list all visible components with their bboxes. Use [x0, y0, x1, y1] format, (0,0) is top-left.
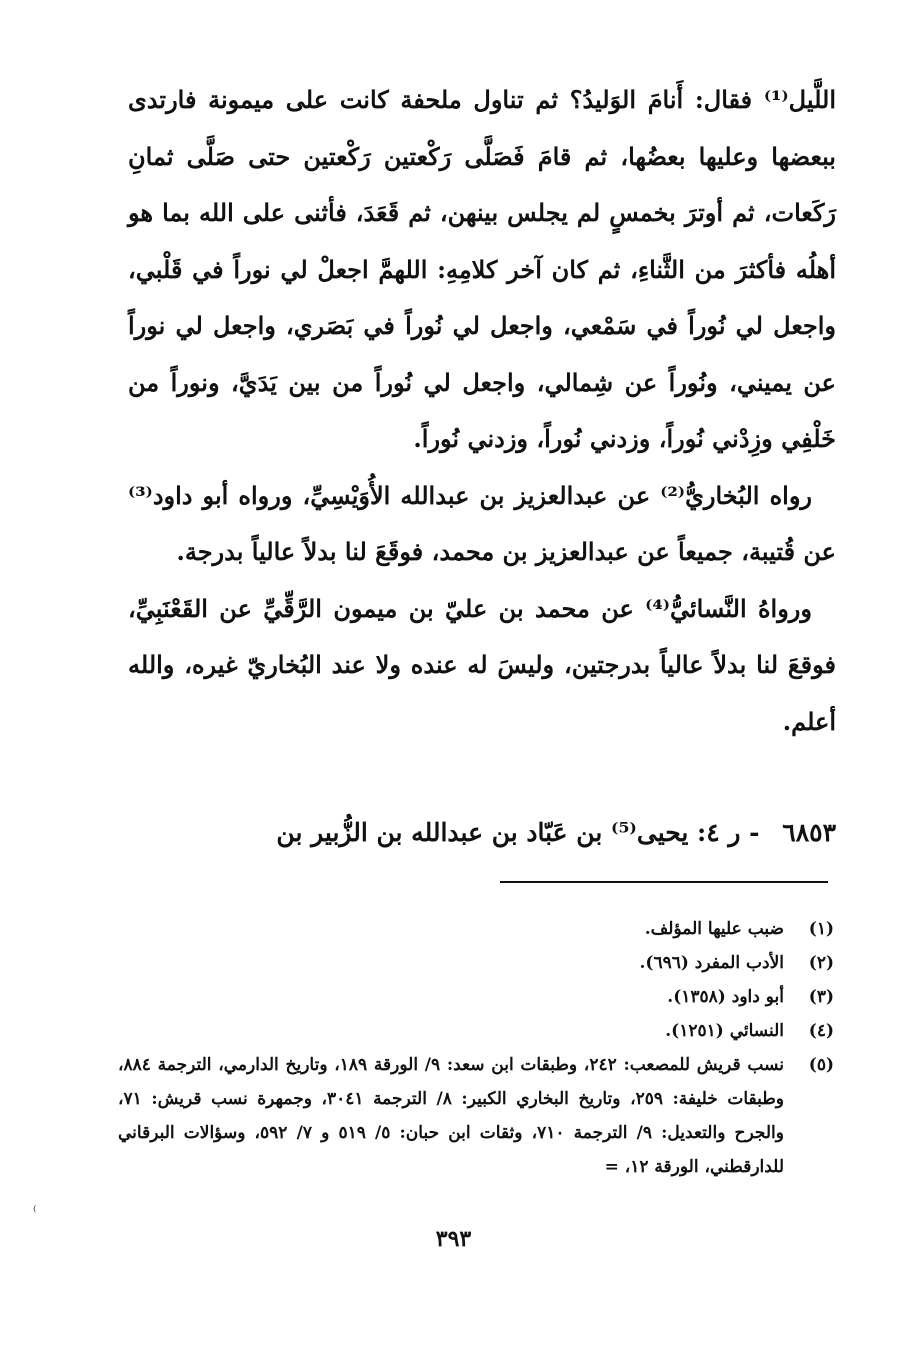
footnotes [118, 912, 834, 1184]
page-number: ٣٩٣ [435, 1226, 472, 1252]
paragraph-2: رواه البُخاريُّ⁽²⁾ عن عبدالعزيز بن عبدالله الأُوَيْسِيِّ، ورواه أبو داود⁽³⁾ عن قُتيبة، جميعاً عن عبدالعزيز بن محمد، فوقَعَ لنا بدلاً عالياً بدرجة. [128, 480, 836, 566]
footnote-divider [500, 881, 828, 883]
footnote-text: أبو داود (١٣٥٨). [667, 987, 784, 1007]
footnote-number: (٥) [808, 1055, 834, 1075]
paragraph-3: ورواهُ النَّسائيُّ⁽⁴⁾ عن محمد بن عليّ بن ميمون الرَّقِّيِّ عن القَعْنَبِيِّ، فوقعَ لنا بدلاً عالياً بدرجتين، وليسَ له عنده ولا عند البُخاريّ غيره، والله أعلم. [128, 593, 836, 736]
footnote-number: (٣) [808, 987, 834, 1007]
footnote-number: (٤) [808, 1021, 834, 1041]
paragraph-1: اللَّيل⁽¹⁾ فقال: أَنامَ الوَليدُ؟ ثم تناول ملحفة كانت على ميمونة فارتدى ببعضها وعليها بعضُها، ثم قامَ فَصَلَّى رَكْعتين رَكْعتين حتى صَلَّى ثمانِ رَكَعات، ثم أوترَ بخمسٍ لم يجلس بينهن، ثم قَعَدَ، فأثنى على الله بما هو أهلُه فأكثرَ من الثَّناءِ، ثم كان آخر كلامِهِ: اللهمَّ اجعلْ لي نوراً في قَلْبي، واجعل لي نُوراً في سَمْعي، واجعل لي نُوراً في بَصَري، واجعل لي نوراً عن يميني، ونُوراً عن شِمالي، واجعل لي نُوراً من بين يَدَيَّ، ونوراً من خَلْفِي وزِدْني نُوراً، وزدني نُوراً، وزدني نُوراً. [128, 85, 836, 453]
entry-heading: - ر ٤: يحيى⁽⁵⁾ بن عَبّاد بن عبدالله بن الزُّبير بن [276, 818, 760, 847]
entry-number: ٦٨٥٣ [782, 818, 836, 847]
biography-entry [128, 805, 836, 861]
footnote-number: (٢) [808, 953, 834, 973]
footnote-text: الأدب المفرد (٦٩٦). [639, 953, 784, 973]
footnote-number: (١) [808, 919, 834, 939]
footnote-5 [118, 1048, 834, 1184]
footnote-text: ضبب عليها المؤلف. [644, 919, 784, 939]
footnote-text: النسائي (١٢٥١). [665, 1021, 784, 1041]
footnote-2 [118, 946, 834, 980]
footnote-3 [118, 980, 834, 1014]
margin-mark: ⁽ [33, 1204, 37, 1220]
main-text [128, 72, 836, 750]
footnote-1 [118, 912, 834, 946]
footnote-4 [118, 1014, 834, 1048]
footnote-text: نسب قريش للمصعب: ٢٤٢، وطبقات ابن سعد: ٩/ الورقة ١٨٩، وتاريخ الدارمي، الترجمة ٨٨٤، وطبقات خليفة: ٢٥٩، وتاريخ البخاري الكبير: ٨/ الترجمة ٣٠٤١، وجمهرة نسب قريش: ٧١، والجرح والتعديل: ٩/ الترجمة ٧١٠، وثقات ابن حبان: ٥/ ٥١٩ و ٧/ ٥٩٢، وسؤالات البرقاني للدارقطني، الورقة ١٢، = [118, 1055, 785, 1177]
